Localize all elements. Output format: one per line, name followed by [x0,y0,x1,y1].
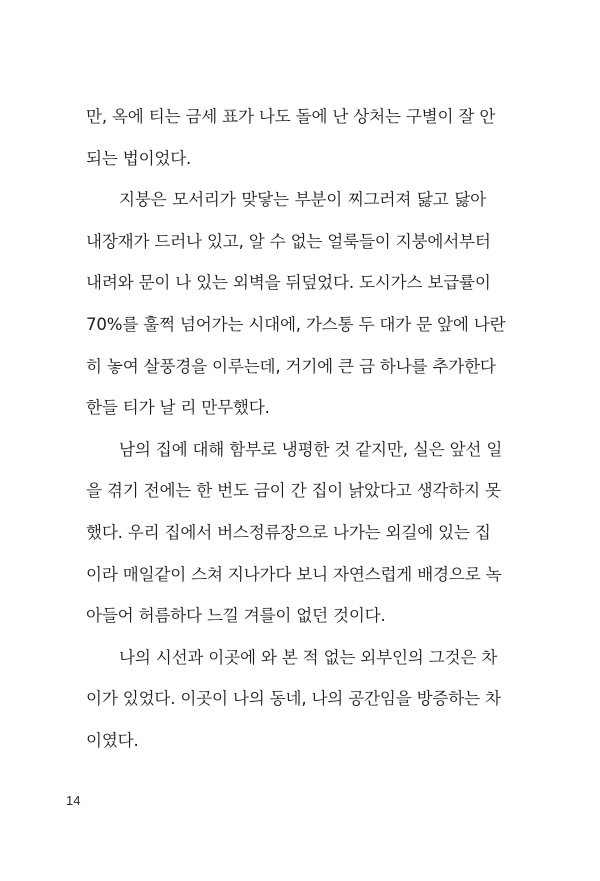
text-line: 지붕은 모서리가 맞닿는 부분이 찌그러져 닳고 닳아 [119,190,486,210]
text-line: 아들어 허름하다 느낄 겨를이 없던 것이다. [86,606,386,626]
text-line: 이가 있었다. 이곳이 나의 동네, 나의 공간임을 방증하는 차 [86,689,501,709]
text-line: 만, 옥에 티는 금세 표가 나도 돌에 난 상처는 구별이 잘 안 [86,107,496,126]
text-line: 히 놓여 살풍경을 이루는데, 거기에 큰 금 하나를 추가한다 [86,356,496,376]
text-line: 한들 티가 날 리 만무했다. [86,398,270,418]
body-text [86,96,506,762]
text-line: 나의 시선과 이곳에 와 본 적 없는 외부인의 그것은 차 [119,647,498,667]
text-line: 70%를 훌쩍 넘어가는 시대에, 가스통 두 대가 문 앞에 나란 [86,314,506,334]
text-line: 내장재가 드러나 있고, 알 수 없는 얼룩들이 지붕에서부터 [86,231,491,251]
text-line: 했다. 우리 집에서 버스정류장으로 나가는 외길에 있는 집 [86,522,491,542]
text-line: 을 겪기 전에는 한 번도 금이 간 집이 낡았다고 생각하지 못 [86,481,501,501]
text-line: 이라 매일같이 스쳐 지나가다 보니 자연스럽게 배경으로 녹 [86,564,502,584]
text-line: 내려와 문이 나 있는 외벽을 뒤덮었다. 도시가스 보급률이 [86,273,491,293]
page-number: 14 [66,793,81,808]
text-line: 남의 집에 대해 함부로 냉평한 것 같지만, 실은 앞선 일 [119,439,503,459]
text-line: 이였다. [86,730,139,750]
text-line: 되는 법이었다. [86,148,192,168]
